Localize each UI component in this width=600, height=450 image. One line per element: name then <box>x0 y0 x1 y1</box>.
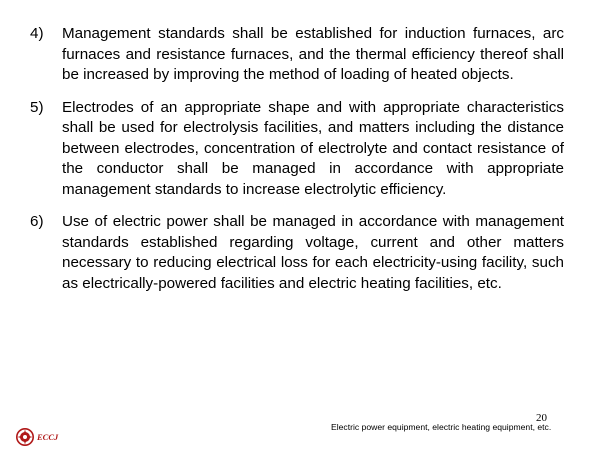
item-number: 6) <box>30 213 44 230</box>
numbered-list <box>30 24 564 306</box>
item-text: Electrodes of an appropriate shape and with appropriate characteristics shall be used for electrolysis facilities, and matters including the distance between electrodes, concentration of electrolyte and contact resistance of the conductor shall be managed in accordance with appropriate management standards to increase electrolytic efficiency. <box>62 98 564 198</box>
eccj-logo <box>16 428 58 446</box>
item-text: Use of electric power shall be managed in accordance with management standards established regarding voltage, current and other matters necessary to reducing electrical loss for each electricity-using facility, such as electrically-powered facilities and electric heating facilities, etc. <box>62 213 564 292</box>
eccj-logo-icon <box>16 428 34 446</box>
footer-note: Electric power equipment, electric heating equipment, etc. <box>331 422 552 432</box>
list-item <box>30 98 564 201</box>
item-number: 5) <box>30 98 44 116</box>
item-text: Management standards shall be established for induction furnaces, arc furnaces and resistance furnaces, and the thermal efficiency thereof shall be increased by improving the method of loading of heated objects. <box>62 25 564 83</box>
list-item <box>30 212 564 294</box>
logo-text: ECCJ <box>37 432 59 442</box>
page-number: 20 <box>536 412 547 424</box>
list-item <box>30 24 564 86</box>
item-number: 4) <box>30 25 44 42</box>
